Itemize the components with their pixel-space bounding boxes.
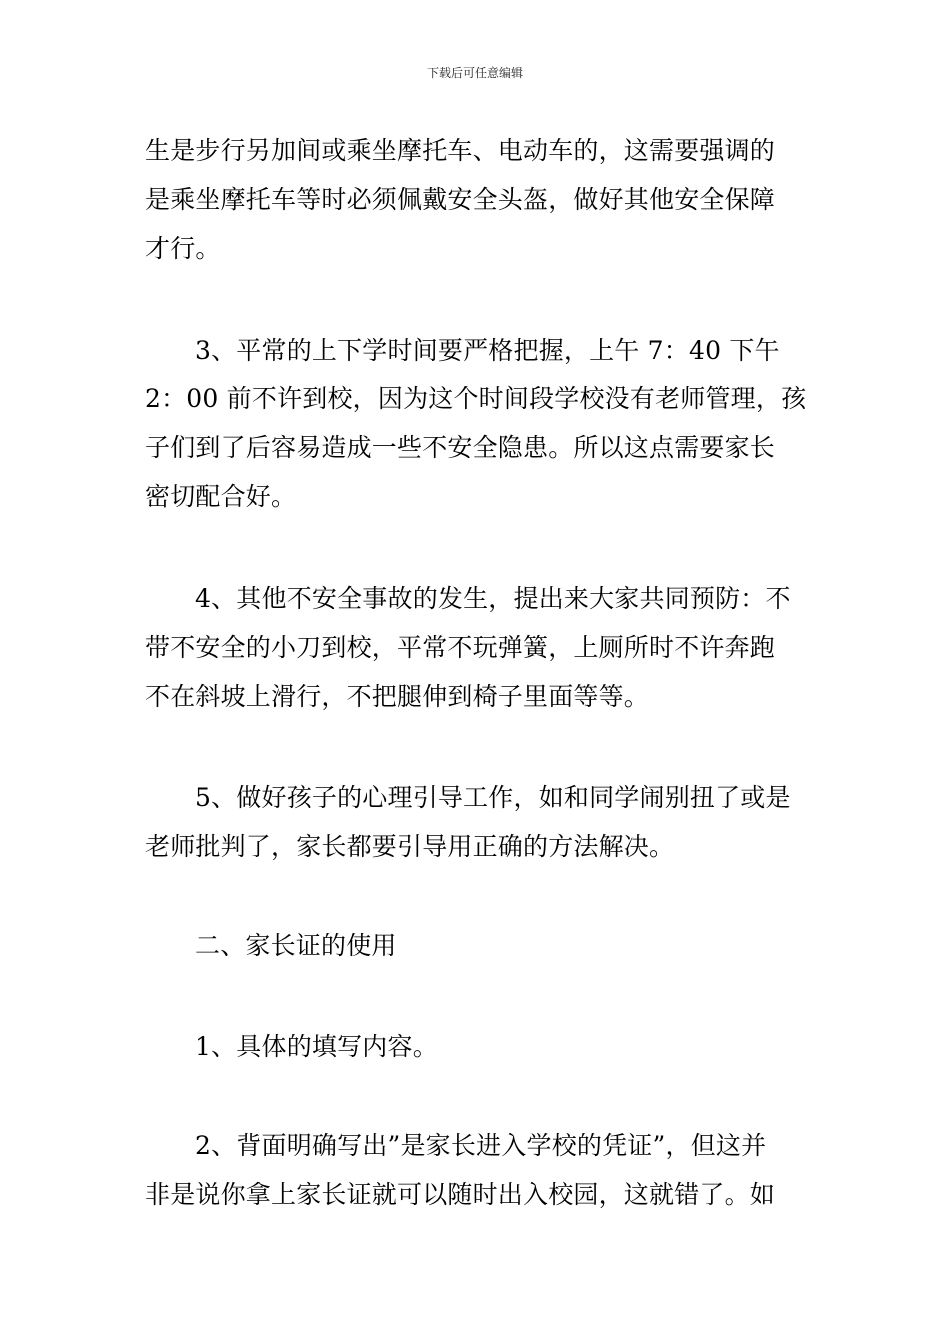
section-heading: 二、家长证的使用 (195, 931, 397, 960)
paragraph-line: 老师批判了，家长都要引导用正确的方法解决。 (145, 832, 675, 861)
paragraph-line: 2：00 前不许到校，因为这个时间段学校没有老师管理，孩 (145, 384, 807, 413)
paragraph-line: 4、其他不安全事故的发生，提出来大家共同预防：不 (195, 584, 791, 613)
paragraph-line: 不在斜坡上滑行，不把腿伸到椅子里面等等。 (145, 682, 650, 711)
paragraph-line: 3、平常的上下学时间要严格把握，上午 7：40 下午 (195, 336, 780, 365)
paragraph-line: 密切配合好。 (145, 482, 297, 511)
header-note: 下载后可任意编辑 (426, 66, 523, 80)
paragraph-line: 子们到了后容易造成一些不安全隐患。所以这点需要家长 (145, 433, 776, 462)
paragraph-line: 才行。 (145, 234, 221, 263)
paragraph-line: 5、做好孩子的心理引导工作，如和同学闹别扭了或是 (195, 783, 791, 812)
paragraph-line: 生是步行另加间或乘坐摩托车、电动车的，这需要强调的 (145, 136, 776, 165)
paragraph-line: 1、具体的填写内容。 (195, 1032, 438, 1061)
paragraph-line: 2、背面明确写出”是家长进入学校的凭证”，但这并 (195, 1131, 767, 1160)
paragraph-line: 带不安全的小刀到校，平常不玩弹簧，上厕所时不许奔跑 (145, 633, 776, 662)
paragraph-line: 是乘坐摩托车等时必须佩戴安全头盔，做好其他安全保障 (145, 185, 776, 214)
paragraph-line: 非是说你拿上家长证就可以随时出入校园，这就错了。如 (145, 1180, 776, 1209)
